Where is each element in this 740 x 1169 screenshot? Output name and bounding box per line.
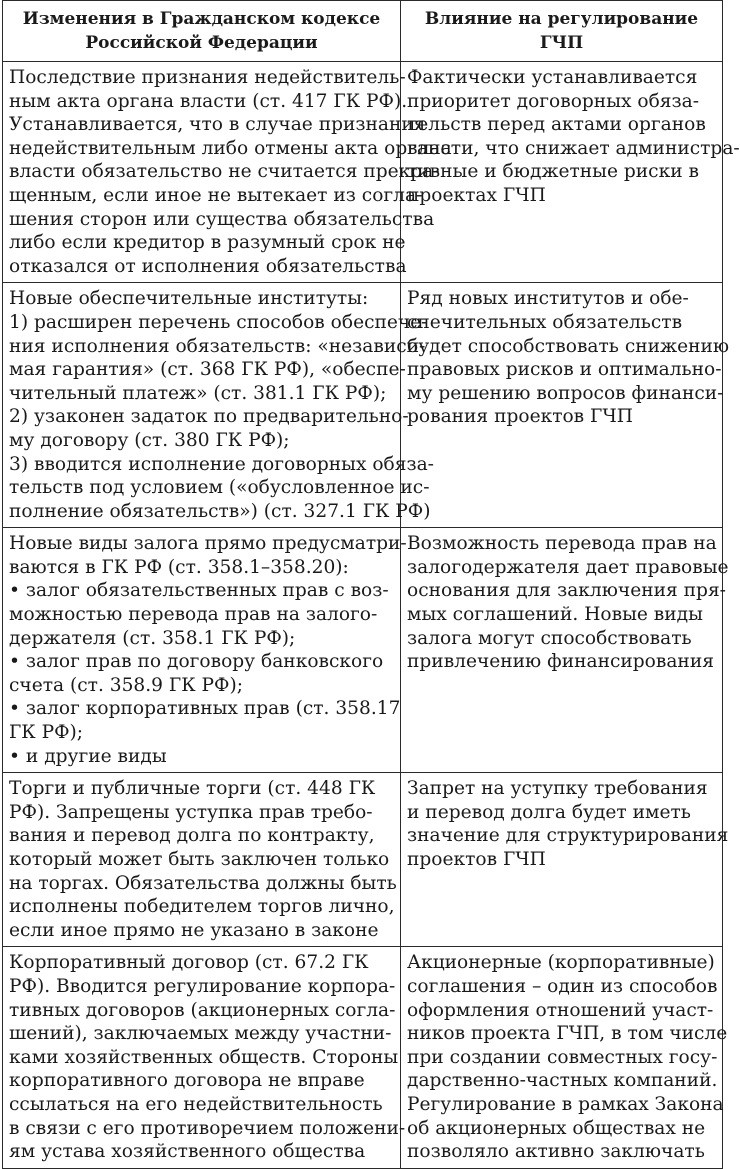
text-line: шений), заключаемых между участни- xyxy=(9,1023,392,1045)
text-line: при создании совместных госу- xyxy=(407,1046,718,1068)
ppp-impact-cell xyxy=(401,528,729,773)
header-civil-code-changes: Изменения в Гражданском кодексе Российской Федерации xyxy=(3,1,401,62)
text-line: полнение обязательств») (ст. 327.1 ГК РФ) xyxy=(9,500,431,522)
text-line: если иное прямо не указано в законе xyxy=(9,919,379,941)
ppp-impact-cell xyxy=(401,947,728,1168)
text-line: об акционерных обществах не xyxy=(407,1117,706,1139)
text-line: му решению вопросов финанси- xyxy=(407,382,724,404)
table-row xyxy=(3,62,723,283)
text-line: исполнены победителем торгов лично, xyxy=(9,896,395,918)
text-line: ников проекта ГЧП, в том числе xyxy=(407,1023,728,1045)
text-line: привлечению финансирования xyxy=(407,651,714,673)
civil-code-change-cell xyxy=(3,947,406,1168)
text-line: мых соглашений. Новые виды xyxy=(407,604,703,626)
text-line: Фактически устанавливается xyxy=(407,67,698,88)
text-line: позволяло активно заключать xyxy=(407,1141,705,1163)
text-line: РФ). Запрещены уступка прав требо- xyxy=(9,801,373,823)
text-line: чительный платеж» (ст. 381.1 ГК РФ); xyxy=(9,382,387,404)
text-line: соглашения – один из способов xyxy=(407,975,718,997)
text-line: либо если кредитор в разумный срок не xyxy=(9,232,406,254)
bullet-item: • залог корпоративных прав (ст. 358.17 xyxy=(9,697,394,721)
text-line: Корпоративный договор (ст. 67.2 ГК xyxy=(9,952,369,974)
text-line: Запрет на уступку требования xyxy=(407,778,708,800)
text-line: ным акта органа власти (ст. 417 ГК РФ). xyxy=(9,90,408,112)
text-line: Акционерные (корпоративные) xyxy=(407,952,715,974)
header-row xyxy=(3,1,723,62)
text-line: залогодержателя дает правовые xyxy=(407,556,729,578)
text-line: приоритет договорных обяза- xyxy=(407,90,700,112)
text-line: ГК РФ); xyxy=(9,722,84,744)
text-line: основания для заключения пря- xyxy=(407,580,726,602)
table-row xyxy=(3,773,723,947)
text-line: будет способствовать снижению xyxy=(407,335,730,357)
ppp-impact-cell xyxy=(401,283,730,528)
civil-code-change-cell xyxy=(3,528,407,773)
ppp-impact-cell xyxy=(401,62,740,283)
text-line: Устанавливается, что в случае признания xyxy=(9,114,426,136)
text-line: счета (ст. 358.9 ГК РФ); xyxy=(9,674,243,696)
civil-code-change-cell xyxy=(3,62,452,283)
ppp-civil-code-table xyxy=(2,0,740,1169)
text-line: ния исполнения обязательств: «независи- xyxy=(9,335,426,357)
text-line: 3) вводится исполнение договорных обяза- xyxy=(9,453,434,475)
text-line: проектов ГЧП xyxy=(407,849,546,870)
text-line: тельств перед актами органов xyxy=(407,114,706,136)
text-line: корпоративного договора не вправе xyxy=(9,1070,365,1092)
header-ppp-impact: Влияние на регулирование ГЧП xyxy=(401,1,723,62)
text-line: недействительным либо отмены акта органа xyxy=(9,137,452,159)
civil-code-change-cell xyxy=(3,283,434,528)
text-line: ссылаться на его недействительность xyxy=(9,1093,383,1115)
text-line: правовых рисков и оптимально- xyxy=(407,359,722,381)
text-line: ваются в ГК РФ (ст. 358.1–358.20): xyxy=(9,556,349,578)
text-line: значение для структурирования xyxy=(407,825,729,847)
text-line: Возможность перевода прав на xyxy=(407,533,717,555)
text-line: оформления отношений участ- xyxy=(407,999,714,1021)
text-line: щенным, если иное не вытекает из согла- xyxy=(9,184,423,206)
text-line: держателя (ст. 358.1 ГК РФ); xyxy=(9,627,296,649)
civil-code-change-cell xyxy=(3,773,401,947)
text-line: можностью перевода прав на залого- xyxy=(9,604,378,626)
bullet-item: • залог прав по договору банковского xyxy=(9,650,394,674)
text-line: Новые виды залога прямо предусматри- xyxy=(9,533,407,555)
text-line: который может быть заключен только xyxy=(9,849,390,870)
text-line: шения сторон или существа обязательства xyxy=(9,208,435,230)
text-line: ям устава хозяйственного общества xyxy=(9,1141,366,1163)
table-row xyxy=(3,283,723,528)
text-line: тивные и бюджетные риски в xyxy=(407,161,699,183)
text-line: мая гарантия» (ст. 368 ГК РФ), «обеспе- xyxy=(9,359,406,381)
text-line: дарственно-частных компаний. xyxy=(407,1070,718,1092)
text-line: в связи с его противоречием положени- xyxy=(9,1117,406,1139)
text-line: 2) узаконен задаток по предварительно- xyxy=(9,406,409,428)
text-line: и перевод долга будет иметь xyxy=(407,801,691,823)
text-line: му договору (ст. 380 ГК РФ); xyxy=(9,429,290,451)
text-line: залога могут способствовать xyxy=(407,627,692,649)
text-line: рования проектов ГЧП xyxy=(407,406,633,428)
text-line: спечительных обязательств xyxy=(407,311,683,333)
bullet-item: • залог обязательственных прав с воз- xyxy=(9,579,394,603)
text-line: тельств под условием («обусловленное ис- xyxy=(9,477,430,499)
text-line: Торги и публичные торги (ст. 448 ГК xyxy=(9,778,376,800)
ppp-impact-cell xyxy=(401,773,729,947)
text-line: ками хозяйственных обществ. Стороны xyxy=(9,1046,399,1068)
text-line: отказался от исполнения обязательства xyxy=(9,255,407,277)
table-row xyxy=(3,947,723,1168)
text-line: власти обязательство не считается прекра- xyxy=(9,161,440,183)
bullet-item: • и другие виды xyxy=(9,745,394,769)
text-line: Регулирование в рамках Закона xyxy=(407,1093,724,1115)
text-line: власти, что снижает администра- xyxy=(407,137,740,159)
text-line: на торгах. Обязательства должны быть xyxy=(9,872,397,894)
text-line: РФ). Вводится регулирование корпора- xyxy=(9,975,396,997)
text-line: Последствие признания недействитель- xyxy=(9,67,406,88)
text-line: проектах ГЧП xyxy=(407,184,546,206)
text-line: Ряд новых институтов и обе- xyxy=(407,288,689,310)
table-row xyxy=(3,528,723,773)
text-line: Новые обеспечительные институты: xyxy=(9,288,369,310)
text-line: вания и перевод долга по контракту, xyxy=(9,825,375,847)
text-line: тивных договоров (акционерных согла- xyxy=(9,999,396,1021)
text-line: 1) расширен перечень способов обеспече- xyxy=(9,311,428,333)
